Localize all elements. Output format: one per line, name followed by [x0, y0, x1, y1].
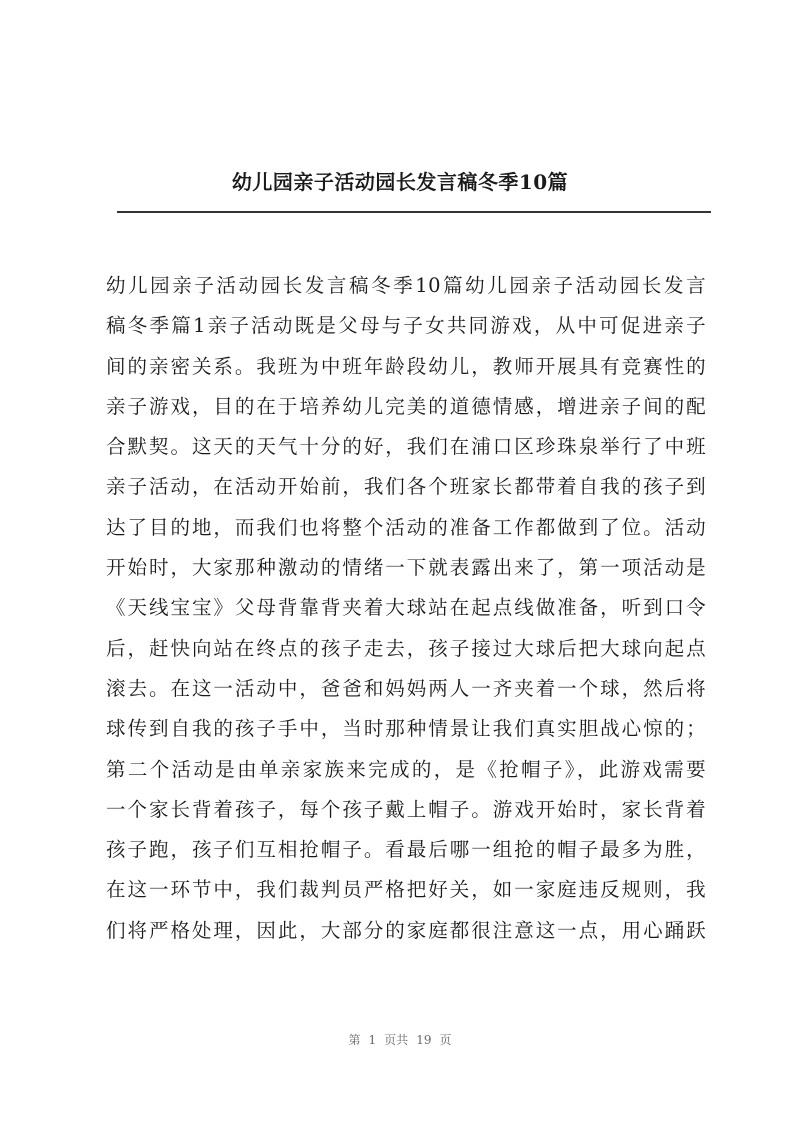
body-line: 达了目的地，而我们也将整个活动的准备工作都做到了位。活动	[106, 515, 706, 539]
body-line: 滚去。在这一活动中，爸爸和妈妈两人一齐夹着一个球，然后将	[106, 676, 706, 700]
body-line: 孩子跑，孩子们互相抢帽子。看最后哪一组抢的帽子最多为胜，	[106, 838, 706, 862]
body-line: 稿冬季篇1亲子活动既是父母与子女共同游戏，从中可促进亲子	[106, 314, 706, 338]
body-line: 开始时，大家那种激动的情绪一下就表露出来了，第一项活动是	[106, 556, 706, 580]
body-line: 在这一环节中，我们裁判员严格把好关，如一家庭违反规则，我	[106, 878, 706, 902]
footer-suffix: 页	[439, 1033, 452, 1047]
body-line: 幼儿园亲子活动园长发言稿冬季10篇幼儿园亲子活动园长发言	[106, 274, 706, 297]
footer-prefix: 第	[348, 1033, 361, 1047]
body-line: 们将严格处理，因此，大部分的家庭都很注意这一点，用心踊跃	[106, 918, 706, 942]
page-footer	[0, 1031, 800, 1048]
body-text	[106, 266, 706, 951]
body-line: 《天线宝宝》父母背靠背夹着大球站在起点线做准备，听到口令	[106, 596, 706, 620]
body-line: 间的亲密关系。我班为中班年龄段幼儿，教师开展具有竞赛性的	[106, 354, 706, 378]
body-line: 后，赶快向站在终点的孩子走去，孩子接过大球后把大球向起点	[106, 636, 706, 660]
body-line: 第二个活动是由单亲家族来完成的，是《抢帽子》，此游戏需要	[106, 757, 706, 781]
title-divider	[117, 211, 711, 213]
body-line: 球传到自我的孩子手中，当时那种情景让我们真实胆战心惊的；	[106, 717, 706, 741]
footer-middle: 页共	[384, 1033, 409, 1047]
body-line: 亲子活动，在活动开始前，我们各个班家长都带着自我的孩子到	[106, 475, 706, 499]
body-line: 一个家长背着孩子，每个孩子戴上帽子。游戏开始时，家长背着	[106, 797, 706, 821]
body-line: 亲子游戏，目的在于培养幼儿完美的道德情感，增进亲子间的配	[106, 394, 706, 418]
page-title: 幼儿园亲子活动园长发言稿冬季10篇	[231, 170, 569, 194]
body-line: 合默契。这天的天气十分的好，我们在浦口区珍珠泉举行了中班	[106, 435, 706, 459]
footer-total-pages: 19	[416, 1033, 432, 1047]
footer-current-page: 1	[368, 1033, 377, 1047]
